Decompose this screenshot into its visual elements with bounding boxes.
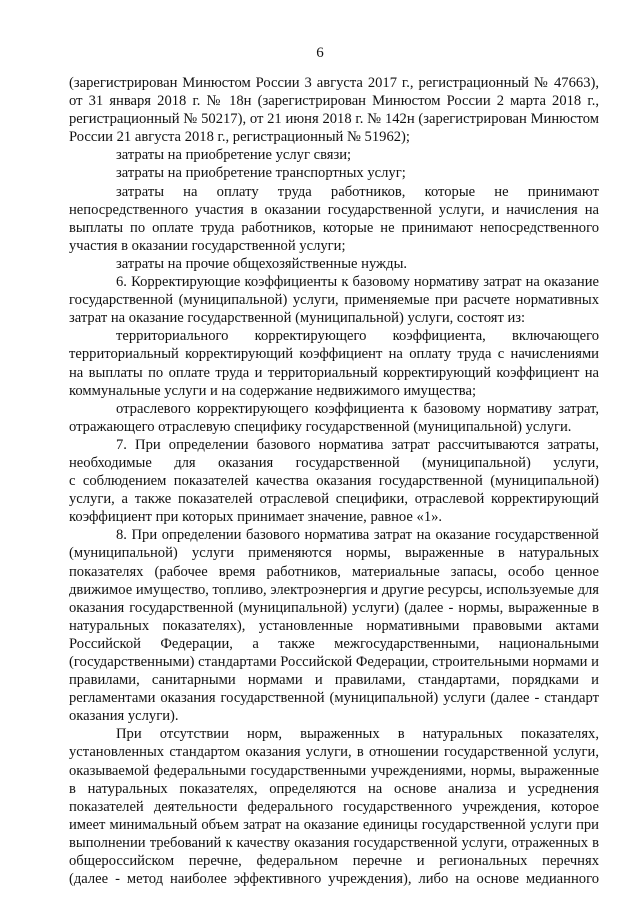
text-line: необходимые для оказания государственной (муниципальной) услуги, <box>69 454 599 471</box>
text-line: коммунальные услуги и на содержание недвижимого имущества; <box>69 382 476 399</box>
text-line: оказания услуги). <box>69 708 179 725</box>
text-line: показателей деятельности федерального государственного учреждения, которое <box>69 798 599 815</box>
text-line: натуральных показателях), установленные нормативными правовыми актами <box>69 617 599 634</box>
text-line: выполнении требований к качеству оказания государственной услуги, отраженных в <box>69 834 599 851</box>
text-line: коэффициент при которых принимает значение, равное «1». <box>69 509 443 526</box>
text-line: непосредственного участия в оказании государственной услуги, и начисления на <box>69 201 599 218</box>
text-line: затраты на приобретение услуг связи; <box>116 147 352 164</box>
text-line: регистрационный № 50217), от 21 июня 2018 г. № 142н (зарегистрирован Минюстом <box>69 111 599 128</box>
text-line: России 21 августа 2018 г., регистрационный № 51962); <box>69 129 410 146</box>
text-line: услуги, а также показателей отраслевой специфики, отраслевой корректирующий <box>69 491 599 508</box>
text-line: 6. Корректирующие коэффициенты к базовому нормативу затрат на оказание <box>116 274 599 291</box>
text-line: территориального корректирующего коэффициента, включающего <box>116 328 599 345</box>
text-line: установленных стандартом оказания услуги, в отношении государственной услуги, <box>69 744 599 761</box>
text-line: общероссийском перечне, федеральном перечне и региональных перечнях <box>69 853 599 870</box>
text-line: затраты на приобретение транспортных услуг; <box>116 165 406 182</box>
text-line: участия в оказании государственной услуги; <box>69 237 346 254</box>
text-line: затраты на прочие общехозяйственные нужды. <box>116 255 408 272</box>
text-line: (муниципальной) услуги применяются нормы, выраженные в натуральных <box>69 545 599 562</box>
text-line: При отсутствии норм, выраженных в натуральных показателях, <box>116 726 599 743</box>
text-line: от 31 января 2018 г. № 18н (зарегистрирован Минюстом России 2 марта 2018 г., <box>69 93 599 110</box>
text-line: государственной (муниципальной) услуги, применяемые при расчете нормативных <box>69 292 599 309</box>
text-line: (далее - метод наиболее эффективного учреждения), либо на основе медианного <box>69 871 599 888</box>
text-line: выплаты по оплате труда работников, которые не принимают непосредственного <box>69 219 599 236</box>
text-line: показателях (рабочее время работников, материальные запасы, особо ценное <box>69 563 599 580</box>
text-line: (зарегистрирован Минюстом России 3 августа 2017 г., регистрационный № 47663), <box>69 75 599 91</box>
text-line: затрат на оказание государственной (муниципальной) услуги, состоят из: <box>69 310 526 327</box>
text-line: движимое имущество, топливо, электроэнергия и другие ресурсы, используемые для <box>69 581 599 598</box>
body-text <box>69 74 599 888</box>
page-number: 6 <box>316 45 324 61</box>
text-line: отражающего отраслевую специфику государственной (муниципальной) услуги. <box>69 418 572 435</box>
text-line: отраслевого корректирующего коэффициента к базовому нормативу затрат, <box>116 400 599 417</box>
text-line: 7. При определении базового норматива затрат рассчитываются затраты, <box>116 436 599 453</box>
text-line: регламентами оказания государственной (муниципальной) услуги (далее - стандарт <box>69 690 599 707</box>
text-line: правилами, санитарными нормами и правилами, стандартами, порядками и <box>69 672 599 689</box>
text-line: Российской Федерации, а также межгосударственными, национальными <box>69 635 599 652</box>
text-line: имеет минимальный объем затрат на оказание единицы государственной услуги при <box>69 816 599 833</box>
text-line: (государственными) стандартами Российской Федерации, строительными нормами и <box>69 654 599 670</box>
text-line: 8. При определении базового норматива затрат на оказание государственной <box>116 527 599 544</box>
text-line: затраты на оплату труда работников, которые не принимают <box>116 183 599 200</box>
text-line: оказания государственной (муниципальной) услуги) (далее - нормы, выраженные в <box>69 599 599 616</box>
text-line: территориальный корректирующий коэффициент на оплату труда с начислениями <box>69 346 599 363</box>
text-line: на выплаты по оплате труда и территориальный корректирующий коэффициент на <box>69 364 599 381</box>
text-line: с соблюдением показателей качества оказания государственной (муниципальной) <box>69 473 599 490</box>
text-line: в натуральных показателях, определяются на основе анализа и усреднения <box>69 780 599 797</box>
text-line: оказываемой федеральными государственными учреждениями, нормы, выраженные <box>69 762 599 779</box>
